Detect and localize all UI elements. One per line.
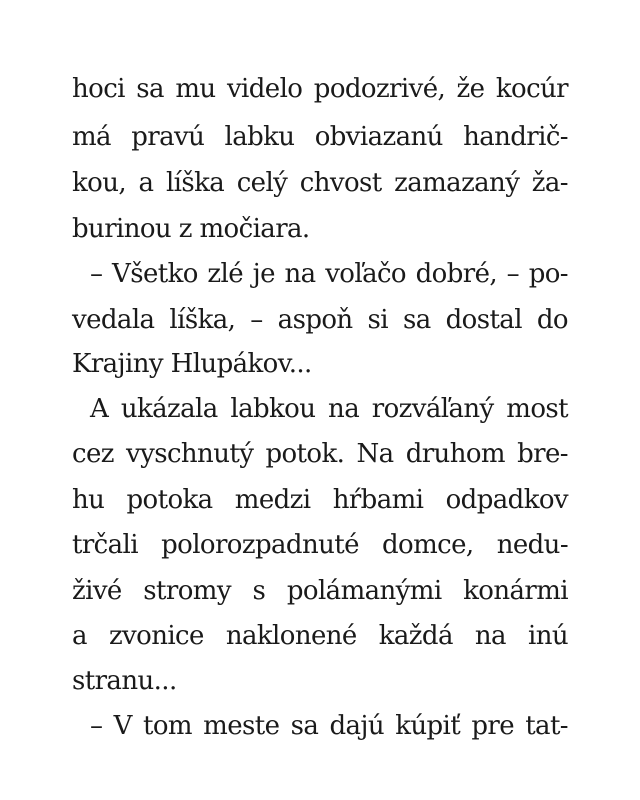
text-line-4: burinou z močiara.	[72, 214, 310, 244]
text-line-1: hoci sa mu videlo podozrivé, že kocúr	[72, 74, 568, 104]
text-line-8: A ukázala labkou na rozváľaný most	[90, 394, 568, 424]
text-line-14: stranu...	[72, 666, 177, 696]
text-line-9: cez vyschnutý potok. Na druhom bre-	[72, 439, 568, 469]
text-line-3: kou, a líška celý chvost zamazaný ža-	[72, 168, 568, 198]
text-line-7: Krajiny Hlupákov...	[72, 349, 312, 379]
text-line-10: hu potoka medzi hŕbami odpadkov	[72, 485, 568, 515]
text-line-15: – V tom meste sa dajú kúpiť pre tat-	[90, 711, 568, 741]
text-line-12: živé stromy s polámanými konármi	[72, 576, 568, 606]
text-line-2: má pravú labku obviazanú handrič-	[72, 122, 568, 152]
text-line-6: vedala líška, – aspoň si sa dostal do	[72, 305, 568, 335]
text-line-11: trčali polorozpadnuté domce, nedu-	[72, 530, 568, 560]
text-line-5: – Všetko zlé je na voľačo dobré, – po-	[90, 259, 568, 289]
text-line-13: a zvonice naklonené každá na inú	[72, 621, 568, 651]
